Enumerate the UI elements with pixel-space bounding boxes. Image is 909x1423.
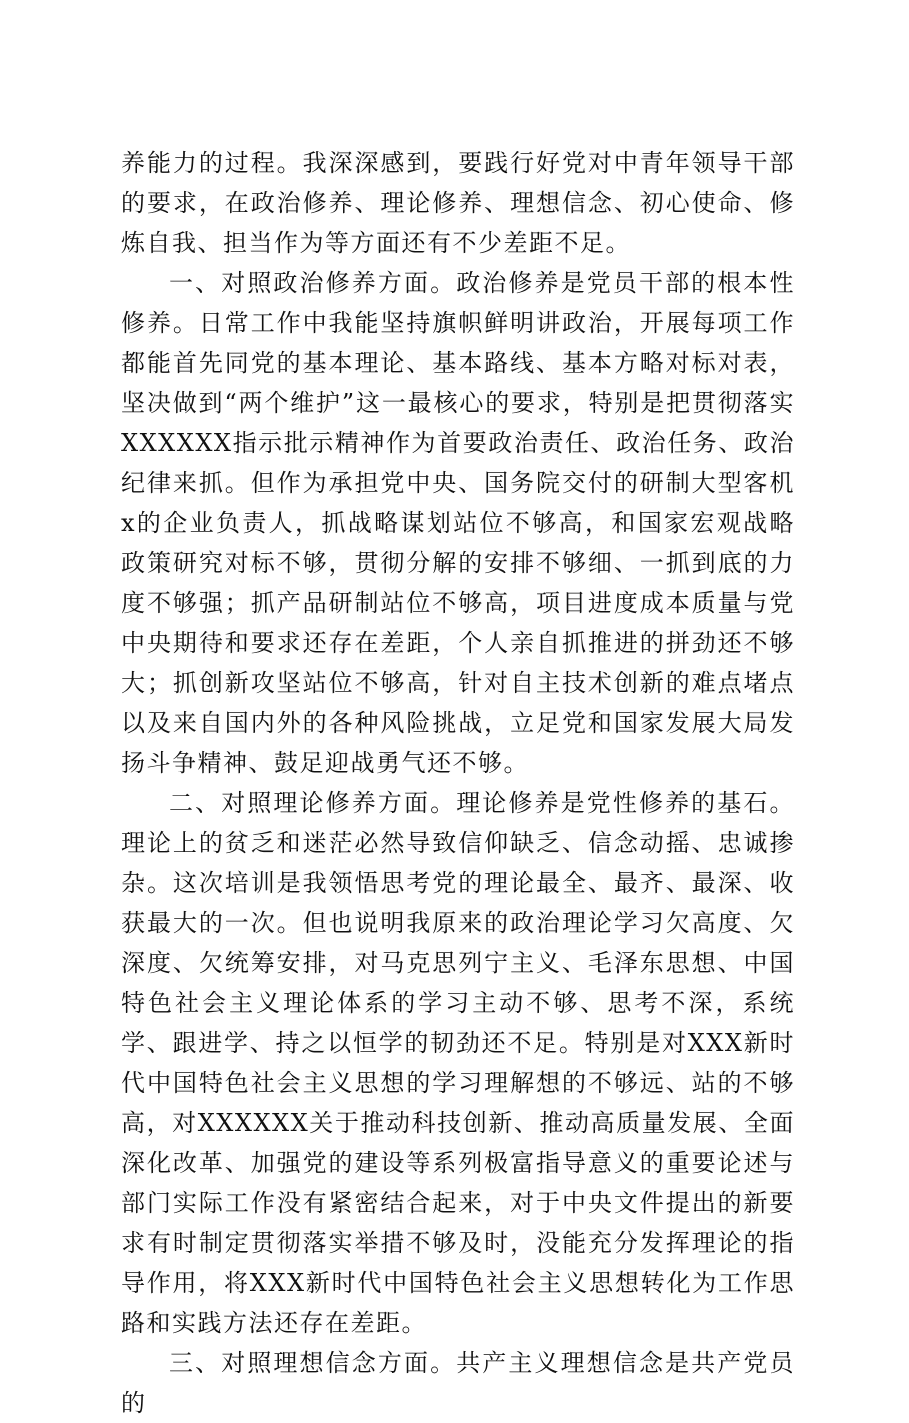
paragraph-ideals-beliefs: 三、对照理想信念方面。共产主义理想信念是共产党员的 [121, 1349, 795, 1417]
paragraph-theoretical-cultivation: 二、对照理论修养方面。理论修养是党性修养的基石。理论上的贫乏和迷茫必然导致信仰缺乏、信念动摇、忠诚掺杂。这次培训是我领悟思考党的理论最全、最齐、最深、收获最大的一次。但也说明我原来的政治理论学习欠高度、欠深度、欠统筹安排，对马克思列宁主义、毛泽东思想、中国特色社会主义理论体系的学习主动不够、思考不深，系统学、跟进学、持之以恒学的韧劲还不足。特别是对XXX新时代中国特色社会主义思想的学习理解想的不够远、站的不够高，对XXXXXX关于推动科技创新、推动高质量发展、全面深化改革、加强党的建设等系列极富指导意义的重要论述与部门实际工作没有紧密结合起来，对于中央文件提出的新要求有时制定贯彻落实举措不够及时，没能充分发挥理论的指导作用，将XXX新时代中国特色社会主义思想转化为工作思路和实践方法还存在差距。 [121, 789, 795, 1337]
paragraph-political-cultivation: 一、对照政治修养方面。政治修养是党员干部的根本性修养。日常工作中我能坚持旗帜鲜明讲政治，开展每项工作都能首先同党的基本理论、基本路线、基本方略对标对表，坚决做到“两个维护”这一最核心的要求，特别是把贯彻落实XXXXXX指示批示精神作为首要政治责任、政治任务、政治纪律来抓。但作为承担党中央、国务院交付的研制大型客机x的企业负责人，抓战略谋划站位不够高，和国家宏观战略政策研究对标不够，贯彻分解的安排不够细、一抓到底的力度不够强；抓产品研制站位不够高，项目进度成本质量与党中央期待和要求还存在差距，个人亲自抓推进的拼劲还不够大；抓创新攻坚站位不够高，针对自主技术创新的难点堵点以及来自国内外的各种风险挑战，立足党和国家发展大局发扬斗争精神、鼓足迎战勇气还不够。 [121, 269, 795, 777]
paragraph-intro-continuation: 养能力的过程。我深深感到，要践行好党对中青年领导干部的要求，在政治修养、理论修养、理想信念、初心使命、修炼自我、担当作为等方面还有不少差距不足。 [121, 149, 795, 257]
document-body [121, 143, 795, 1423]
